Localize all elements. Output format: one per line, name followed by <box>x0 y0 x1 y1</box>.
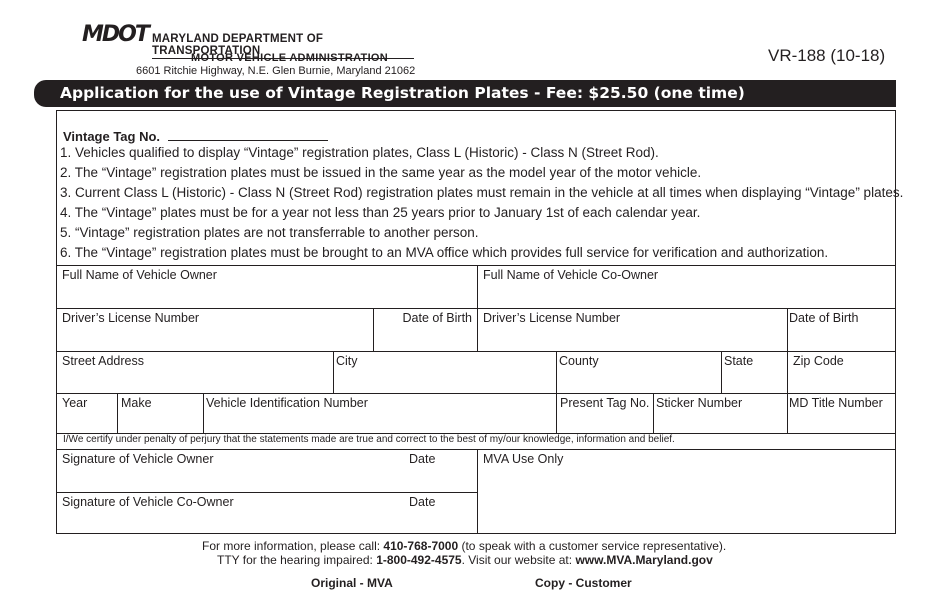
coowner-dob-field[interactable]: Date of Birth <box>787 308 896 352</box>
info-text: (to speak with a customer service representative). <box>458 539 727 553</box>
website-link[interactable]: www.MVA.Maryland.gov <box>575 553 713 567</box>
street-address-field[interactable]: Street Address <box>56 351 334 394</box>
web-text: . Visit our website at: <box>461 553 576 567</box>
footer-tty-line <box>217 553 713 567</box>
rule-item: 5. “Vintage” registration plates are not transferrable to another person. <box>60 225 479 240</box>
certification-statement: I/We certify under penalty of perjury that the statements made are true and correct to the best of my/our knowledge, information and belief. <box>63 434 675 445</box>
original-copy-label: Original - MVA <box>311 576 393 590</box>
owner-signature-date-label: Date <box>409 452 436 466</box>
coowner-signature-label: Signature of Vehicle Co-Owner <box>62 495 234 509</box>
coowner-name-field[interactable]: Full Name of Vehicle Co-Owner <box>477 265 896 309</box>
rule-item: 4. The “Vintage” plates must be for a year not less than 25 years prior to January 1st of each calendar year. <box>60 205 701 220</box>
title-number-field[interactable]: MD Title Number <box>787 393 896 434</box>
sticker-number-field[interactable]: Sticker Number <box>653 393 788 434</box>
vintage-tag-label: Vintage Tag No. <box>63 129 161 144</box>
phone-number: 410-768-7000 <box>383 539 459 553</box>
info-text: For more information, please call: <box>202 539 384 553</box>
tty-number: 1-800-492-4575 <box>376 553 462 567</box>
customer-copy-label: Copy - Customer <box>535 576 632 590</box>
vintage-tag-input[interactable] <box>168 128 328 141</box>
owner-license-field[interactable]: Driver’s License Number <box>56 308 374 352</box>
coowner-signature-date-label: Date <box>409 495 436 509</box>
tty-text: TTY for the hearing impaired: <box>217 553 377 567</box>
administration-name: MOTOR VEHICLE ADMINISTRATION <box>191 52 389 64</box>
mdot-logo: MDOT <box>82 22 148 47</box>
owner-name-field[interactable]: Full Name of Vehicle Owner <box>56 265 478 309</box>
vin-field[interactable]: Vehicle Identification Number <box>203 393 557 434</box>
coowner-signature-field[interactable] <box>56 492 478 534</box>
rule-item: 6. The “Vintage” registration plates must be brought to an MVA office which provides full service for verification and authorization. <box>60 245 829 260</box>
city-field[interactable]: City <box>333 351 557 394</box>
state-field[interactable]: State <box>721 351 788 394</box>
present-tag-field[interactable]: Present Tag No. <box>556 393 654 434</box>
department-name: MARYLAND DEPARTMENT OF TRANSPORTATION <box>152 33 414 59</box>
county-field[interactable]: County <box>556 351 722 394</box>
footer-info-line <box>202 539 726 553</box>
year-field[interactable]: Year <box>56 393 118 434</box>
owner-dob-field[interactable]: Date of Birth <box>373 308 478 352</box>
coowner-license-field[interactable]: Driver’s License Number <box>477 308 788 352</box>
form-number: VR-188 (10-18) <box>768 46 886 65</box>
rule-item: 3. Current Class L (Historic) - Class N (Street Rod) registration plates must remain in the vehicle at all times when displaying “Vintage” plates. <box>60 185 904 200</box>
agency-address: 6601 Ritchie Highway, N.E. Glen Burnie, Maryland 21062 <box>136 65 416 77</box>
mva-use-only-box: MVA Use Only <box>477 449 896 534</box>
rule-item: 2. The “Vintage” registration plates must be issued in the same year as the model year of the motor vehicle. <box>60 165 702 180</box>
form-title: Application for the use of Vintage Registration Plates - Fee: $25.50 (one time) <box>34 80 896 107</box>
zip-code-field[interactable]: Zip Code <box>787 351 896 394</box>
owner-signature-label: Signature of Vehicle Owner <box>62 452 214 466</box>
make-field[interactable]: Make <box>117 393 204 434</box>
rule-item: 1. Vehicles qualified to display “Vintage” registration plates, Class L (Historic) - Class N (Street Rod). <box>60 145 659 160</box>
owner-signature-field[interactable] <box>56 449 478 493</box>
